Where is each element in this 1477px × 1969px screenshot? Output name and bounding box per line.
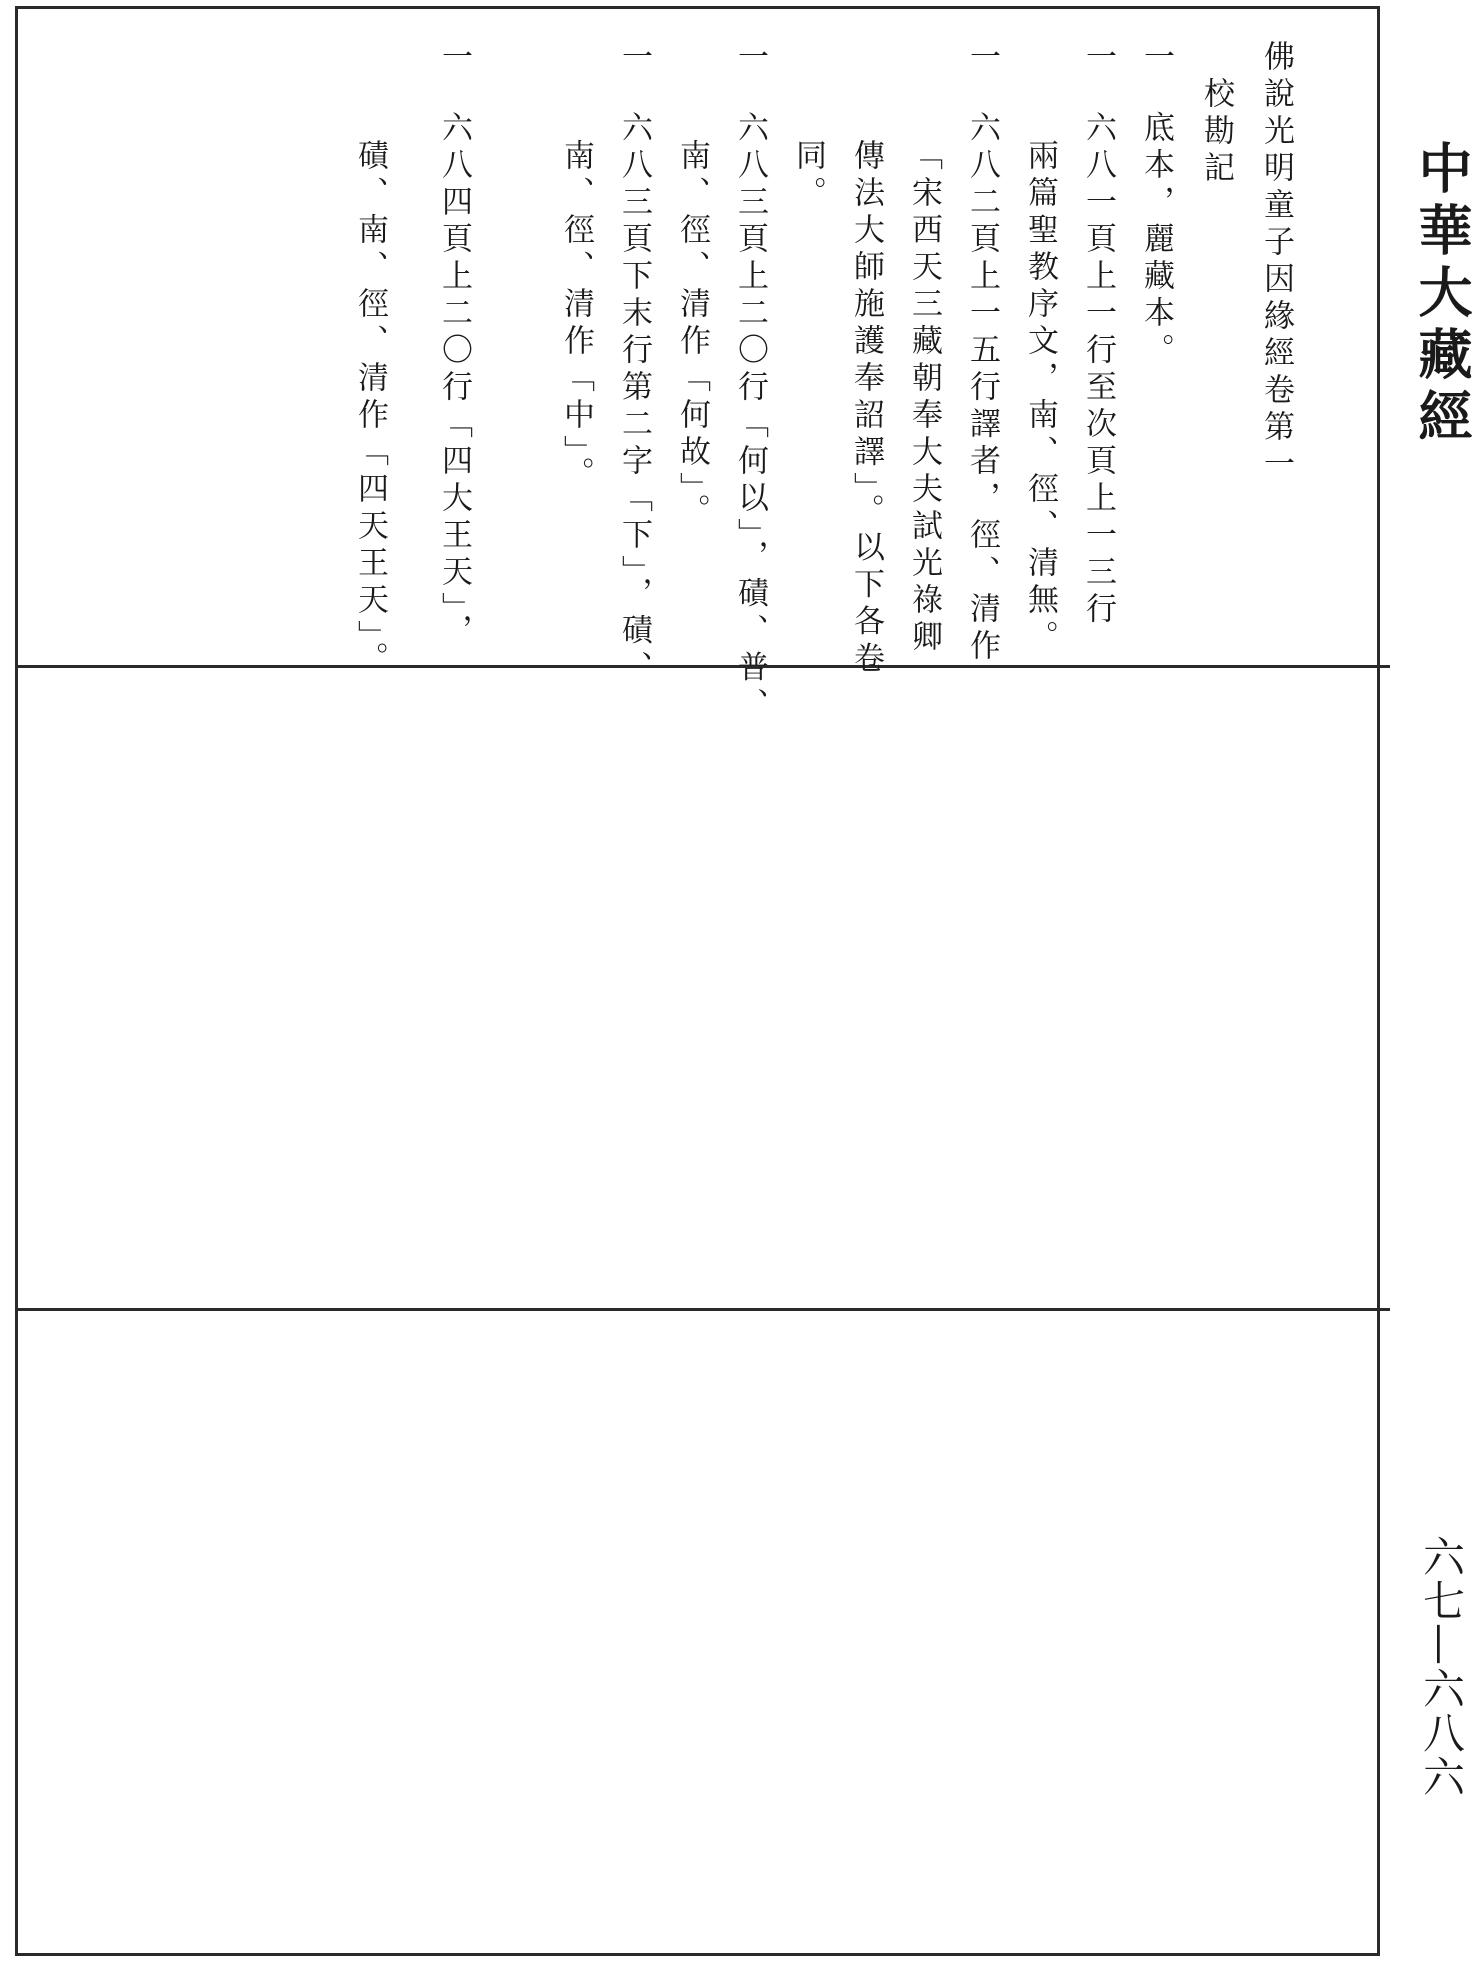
note-line: 一六八一頁上一行至次頁上一三行 bbox=[1080, 40, 1116, 629]
note-line: 「宋西天三藏朝奉大夫試光祿卿 bbox=[906, 139, 942, 657]
sutra-title: 佛說光明童子因緣經卷第一 bbox=[1258, 40, 1294, 484]
section-divider-lower bbox=[15, 1308, 1390, 1311]
note-line: 一六八三頁下末行第二字「下」，磧、 bbox=[616, 40, 652, 688]
note-line: 傳法大師施護奉詔譯」。以下各卷 bbox=[848, 139, 884, 679]
collation-notes bbox=[340, 40, 1340, 725]
page-number: 六七—六八六 bbox=[1417, 1535, 1466, 1799]
note-line: 一六八四頁上二〇行「四大王天」， bbox=[436, 40, 472, 651]
note-line: 一六八二頁上一五行譯者，徑、清作 bbox=[964, 40, 1000, 666]
note-line: 南、徑、清作「何故」。 bbox=[674, 139, 710, 531]
note-line: 南、徑、清作「中」。 bbox=[558, 139, 594, 494]
note-line: 兩篇聖教序文，南、徑、清無。 bbox=[1022, 139, 1058, 657]
collection-title: 中華大藏經 bbox=[1410, 140, 1474, 450]
notes-heading: 校勘記 bbox=[1198, 40, 1234, 188]
note-line: 磧、南、徑、清作「四天王天」。 bbox=[352, 139, 388, 679]
note-line: 一六八三頁上二〇行「何以」，磧、普、 bbox=[732, 40, 768, 725]
note-line: 一底本，麗藏本。 bbox=[1138, 40, 1174, 370]
section-divider-upper bbox=[15, 665, 1390, 668]
note-line: 同。 bbox=[790, 139, 826, 213]
